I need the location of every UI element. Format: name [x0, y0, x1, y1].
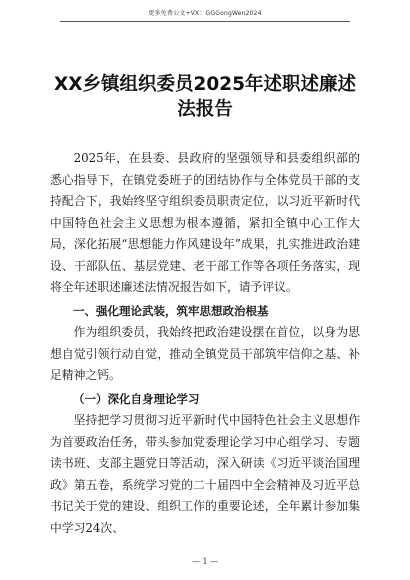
page-number: — 1 —: [191, 557, 219, 566]
document-body: [50, 148, 360, 539]
document-title: XX乡镇组织委员2025年述职述廉述法报告: [53, 74, 357, 120]
header-divider: [60, 21, 350, 22]
section-heading-1: 一、强化理论武装，筑牢思想政治根基: [73, 303, 269, 318]
subsection-heading-1: （一）深化自身理论学习: [73, 391, 200, 406]
header-note: 更多免费公文+VX：GGGongWen2024: [148, 10, 262, 17]
section-1-paragraph: 作为组织委员，我始终把政治建设摆在首位，以身为思想自觉引领行动自觉，推动全镇党员干部筑牢信仰之基、补足精神之钙。: [50, 325, 360, 382]
intro-paragraph: 2025年，在县委、县政府的坚强领导和县委组织部的悉心指导下，在镇党委班子的团结协作与全体党员干部的支持配合下，我始终坚守组织委员职责定位，以习近平新时代中国特色社会主义思想为根本遵循，紧扣全镇中心工作大局，深化拓展“思想能力作风建设年”成果，扎实推进政治建设、干部队伍、基层党建、老干部工作等各项任务落实，现将全年述职述廉述法情况报告如下，请予评议。: [50, 151, 360, 294]
subsection-1-paragraph: 坚持把学习贯彻习近平新时代中国特色社会主义思想作为首要政治任务，带头参加党委理论学习中心组学习、专题读书班、支部主题党日等活动，深入研读《习近平谈治国理政》第五卷，系统学习党的二十届四中全会精神及习近平总书记关于党的建设、组织工作的重要论述，全年累计参加集中学习24次、: [50, 413, 360, 535]
